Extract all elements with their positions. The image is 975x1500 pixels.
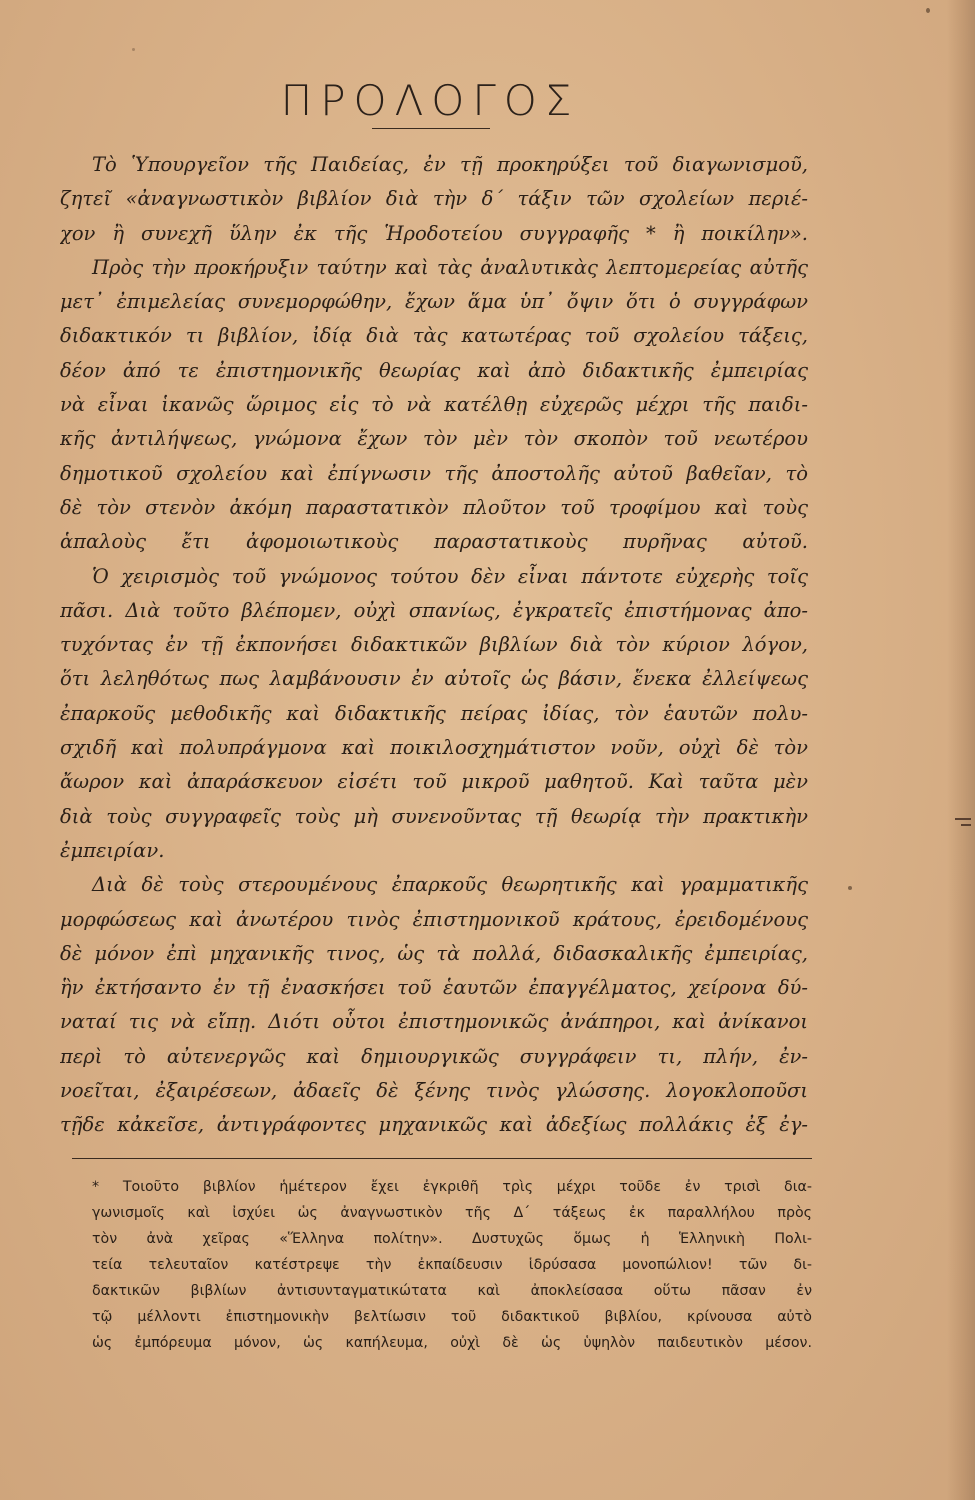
edge-mark	[955, 818, 971, 820]
text-line: δὲ τὸν στενὸν ἀκόμη παραστατικὸν πλοῦτον τοῦ τροφίμου καὶ τοὺς	[60, 495, 808, 519]
text-line: δὲ μόνον ἐπὶ μηχανικῆς τινος, ὡς τὰ πολλά, διδασκαλικῆς ἐμπειρίας,	[60, 941, 808, 965]
text-line: δημοτικοῦ σχολείου καὶ ἐπίγνωσιν τῆς ἀποστολῆς αὐτοῦ βαθεῖαν, τὸ	[60, 461, 808, 485]
footnote	[92, 1174, 812, 1356]
footnote-line: δακτικῶν βιβλίων ἀντισυνταγματικώτατα καὶ ἀποκλείσασα οὕτω πᾶσαν ἐν	[92, 1283, 812, 1299]
footnote-line: τὸν ἀνὰ χεῖρας «Ἕλληνα πολίτην». Δυστυχῶς ὅμως ἡ Ἑλληνικὴ Πολι-	[92, 1231, 812, 1247]
text-line: ναταί τις νὰ εἴπῃ. Διότι οὗτοι ἐπιστημονικῶς ἀνάπηροι, καὶ ἀνίκανοι	[60, 1010, 808, 1034]
text-line: δέον ἀπό τε ἐπιστημονικῆς θεωρίας καὶ ἀπὸ διδακτικῆς ἐμπειρίας	[60, 358, 808, 382]
text-line: ἄωρον καὶ ἀπαράσκευον εἰσέτι τοῦ μικροῦ μαθητοῦ. Καὶ ταῦτα μὲν	[60, 770, 808, 794]
text-line: τυχόντας ἐν τῇ ἐκπονήσει διδακτικῶν βιβλίων διὰ τὸν κύριον λόγον,	[60, 633, 808, 657]
text-line: μετ᾽ ἐπιμελείας συνεμορφώθην, ἔχων ἅμα ὑπ᾽ ὄψιν ὅτι ὁ συγγράφων	[60, 290, 808, 314]
paper-speck	[926, 8, 930, 13]
text-line: ἐμπειρίαν.	[60, 838, 165, 862]
text-line: χον ἢ συνεχῆ ὕλην ἐκ τῆς Ἡροδοτείου συγγραφῆς * ἢ ποικίλην».	[60, 221, 808, 245]
text-line: Ὁ χειρισμὸς τοῦ γνώμονος τούτου δὲν εἶναι πάντοτε εὐχερὴς τοῖς	[92, 564, 808, 588]
paper-speck	[132, 48, 135, 51]
text-line: ἐπαρκοῦς μεθοδικῆς καὶ διδακτικῆς πείρας ἰδίας, τὸν ἑαυτῶν πολυ-	[60, 701, 808, 725]
text-line: κῆς ἀντιλήψεως, γνώμονα ἔχων τὸν μὲν τὸν σκοπὸν τοῦ νεωτέρου	[60, 427, 808, 451]
text-line: Διὰ δὲ τοὺς στερουμένους ἐπαρκοῦς θεωρητικῆς καὶ γραμματικῆς	[92, 873, 808, 897]
text-line: ἁπαλοὺς ἔτι ἀφομοιωτικοὺς παραστατικοὺς πυρῆνας αὐτοῦ.	[60, 530, 808, 554]
footnote-line: γωνισμοῖς καὶ ἰσχύει ὡς ἀναγνωστικὸν τῆς Δ΄ τάξεως ἐκ παραλλήλου πρὸς	[92, 1205, 812, 1221]
text-line: νὰ εἶναι ἱκανῶς ὥριμος εἰς τὸ νὰ κατέλθῃ εὐχερῶς μέχρι τῆς παιδι-	[60, 393, 808, 417]
paper-speck	[848, 886, 852, 890]
page-title: ΠΡΟΛΟΓΟΣ	[280, 76, 580, 125]
title-underline	[372, 128, 490, 129]
text-line: πᾶσι. Διὰ τοῦτο βλέπομεν, οὐχὶ σπανίως, ἐγκρατεῖς ἐπιστήμονας ἀπο-	[60, 598, 808, 622]
footnote-line: τεία τελευταῖον κατέστρεψε τὴν ἐκπαίδευσιν ἱδρύσασα μονοπώλιον! τῶν δι-	[92, 1257, 812, 1273]
footnote-line: ὡς ἐμπόρευμα μόνον, ὡς καπήλευμα, οὐχὶ δὲ ὡς ὑψηλὸν παιδευτικὸν μέσον.	[92, 1335, 812, 1351]
text-line: Τὸ Ὑπουργεῖον τῆς Παιδείας, ἐν τῇ προκηρύξει τοῦ διαγωνισμοῦ,	[92, 153, 808, 176]
text-line: σχιδῆ καὶ πολυπράγμονα καὶ ποικιλοσχημάτιστον νοῦν, οὐχὶ δὲ τὸν	[60, 736, 808, 760]
text-line: διὰ τοὺς συγγραφεῖς τοὺς μὴ συνενοῦντας τῇ θεωρίᾳ τὴν πρακτικὴν	[60, 804, 808, 828]
footnote-line: * Τοιοῦτο βιβλίον ἡμέτερον ἔχει ἐγκριθῆ τρὶς μέχρι τοῦδε ἐν τρισὶ δια-	[92, 1179, 812, 1195]
text-line: ἣν ἐκτήσαντο ἐν τῇ ἐνασκήσει τοῦ ἑαυτῶν ἐπαγγέλματος, χείρονα δύ-	[60, 976, 808, 1000]
text-line: ὅτι λεληθότως πως λαμβάνουσιν ἐν αὐτοῖς ὡς βάσιν, ἕνεκα ἐλλείψεως	[60, 667, 808, 691]
text-line: περὶ τὸ αὐτενεργῶς καὶ δημιουργικῶς συγγράφειν τι, πλήν, ἐν-	[60, 1044, 808, 1068]
text-line: νοεῖται, ἐξαιρέσεων, ἀδαεῖς δὲ ξένης τινὸς γλώσσης. λογοκλοποῦσι	[60, 1079, 808, 1103]
prologue-text	[60, 148, 808, 1143]
text-line: μορφώσεως καὶ ἀνωτέρου τινὸς ἐπιστημονικοῦ κράτους, ἐρειδομένους	[60, 907, 808, 931]
footnote-line: τῷ μέλλοντι ἐπιστημονικὴν βελτίωσιν τοῦ διδακτικοῦ βιβλίου, κρίνουσα αὐτὸ	[92, 1309, 812, 1325]
page-right-edge	[947, 0, 975, 1500]
text-line: τῇδε κἀκεῖσε, ἀντιγράφοντες μηχανικῶς καὶ ἀδεξίως πολλάκις ἐξ ἐγ-	[60, 1113, 808, 1137]
footnote-divider	[72, 1158, 812, 1159]
text-line: διδακτικόν τι βιβλίον, ἰδίᾳ διὰ τὰς κατωτέρας τοῦ σχολείου τάξεις,	[60, 324, 808, 348]
edge-mark	[961, 824, 971, 826]
text-line: Πρὸς τὴν προκήρυξιν ταύτην καὶ τὰς ἀναλυτικὰς λεπτομερείας αὐτῆς	[92, 255, 808, 279]
text-line: ζητεῖ «ἀναγνωστικὸν βιβλίον διὰ τὴν δ΄ τάξιν τῶν σχολείων περιέ-	[60, 187, 808, 211]
